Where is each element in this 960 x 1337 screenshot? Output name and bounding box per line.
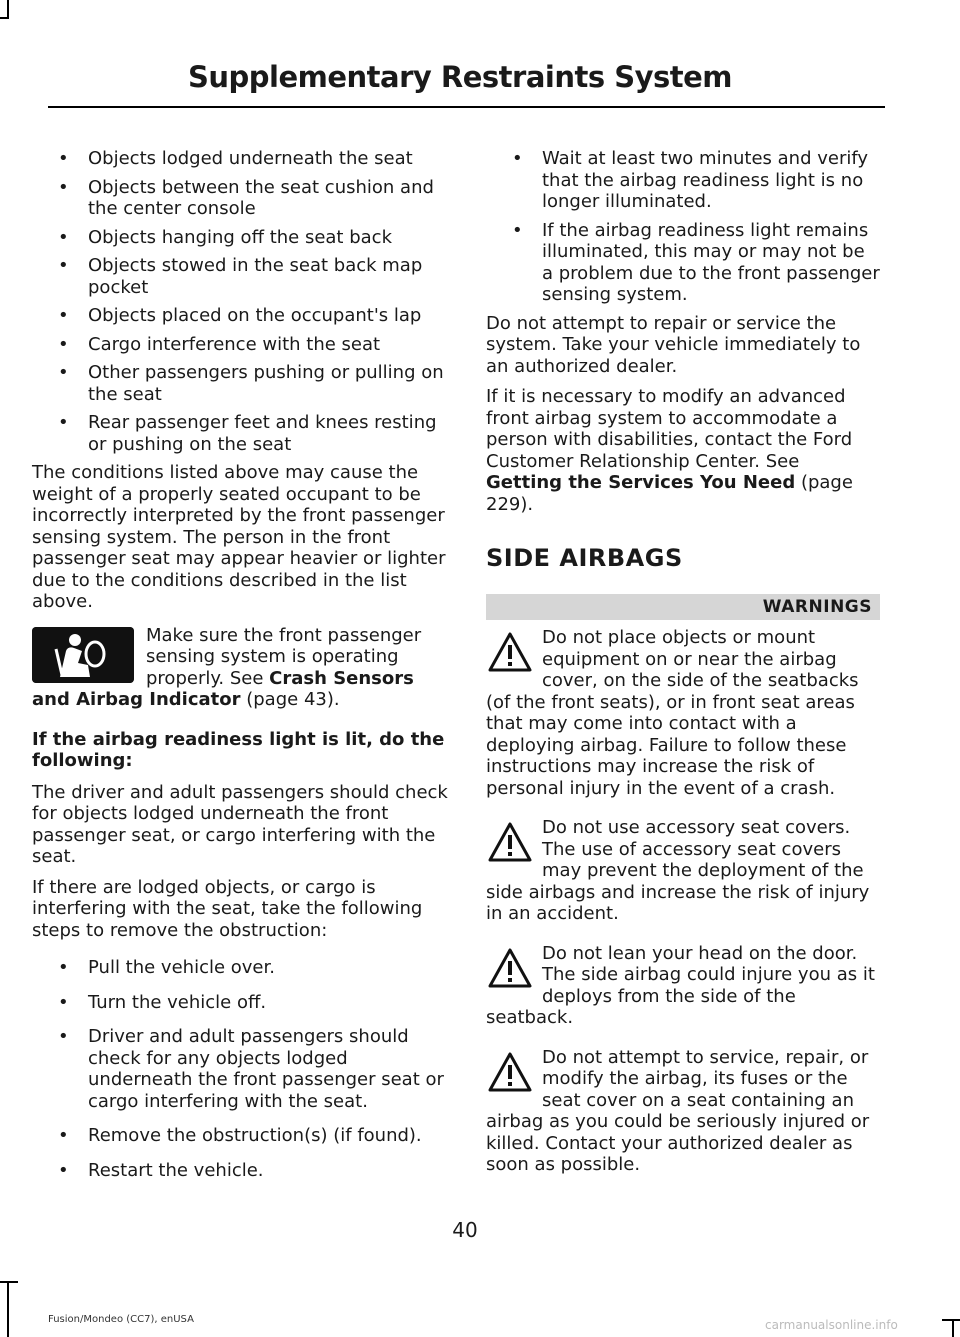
list-item: • Objects between the seat cushion and the center console [58,176,434,219]
list-item: • Rear passenger feet and knees resting or pushing on the seat [58,412,437,455]
steps-list [32,957,448,1181]
list-item: • Restart the vehicle. [58,1159,264,1181]
crop-mark-top-left-h [0,17,9,19]
list-item: • If the airbag readiness light remains illuminated, this may or may not be a problem due to the front passenger sensing system. [512,219,880,305]
left-column [32,148,448,1188]
warning-block: Do not lean your head on the door. The side airbag could injure you as it deploys from the side of the seatback. [486,942,875,1028]
conditions-paragraph: The conditions listed above may cause the weight of a properly seated occupant to be incorrectly interpreted by the front passenger sensing system. The person in the front passenger seat may appear heavier or lighter due to the conditions described in the list above. [32,462,446,612]
readiness-light-subheading: If the airbag readiness light is lit, do the following: [32,728,445,771]
crash-sensors-link[interactable]: Crash Sensors and Airbag Indicator [32,667,414,710]
list-item: • Objects placed on the occupant's lap [58,305,422,326]
check-paragraph: The driver and adult passengers should check for objects lodged underneath the front passenger seat, or cargo interfering with the seat. [32,781,448,867]
page-header-title: Supplementary Restraints System [187,60,732,94]
footer-model-info: Fusion/Mondeo (CC7), enUSA [48,1314,194,1325]
warnings-label: WARNINGS [486,594,880,621]
crop-mark-bottom-right-h [942,1319,960,1321]
list-item: • Remove the obstruction(s) (if found). [58,1125,422,1146]
list-item: • Cargo interference with the seat [58,333,381,355]
warning-triangle-icon [488,821,532,863]
warning-block: Do not place objects or mount equipment on or near the airbag cover, on the side of the seatbacks (of the front seats), or in front seat areas that may come into contact with a deploying airbag. Failure to follow these instructions may increase the risk of personal injury in the event of a crash. [486,627,859,799]
page-number: 40 [452,1218,478,1242]
airbag-occupant-icon [32,627,134,683]
modify-paragraph: If it is necessary to modify an advanced front airbag system to accommodate a person with disabilities, contact the Ford Customer Relationship Center. See Getting the Services You Need (page 229). [486,386,853,515]
warning-triangle-icon [488,947,532,989]
list-item: • Other passengers pushing or pulling on the seat [58,362,444,405]
list-item: • Wait at least two minutes and verify that the airbag readiness light is no longer illuminated. [512,148,869,212]
warning-block: Do not attempt to service, repair, or modify the airbag, its fuses or the seat cover on a seat containing an airbag as you could be seriously injured or killed. Contact your authorized dealer as soon as possible. [486,1046,870,1175]
watermark: carmanualsonline.info [765,1318,898,1332]
wait-list [486,148,880,306]
list-item: • Pull the vehicle over. [58,957,275,978]
list-item: • Driver and adult passengers should check for any objects lodged underneath the front passenger seat or cargo interfering with the seat. [58,1026,444,1112]
repair-paragraph: Do not attempt to repair or service the system. Take your vehicle immediately to an authorized dealer. [486,312,861,377]
crop-mark-bottom-left-h [0,1281,18,1283]
crop-mark-top-left-v [7,0,9,18]
header-divider [48,106,885,108]
side-airbags-heading: SIDE AIRBAGS [486,544,683,572]
warning-triangle-icon [488,1051,532,1093]
steps-paragraph: If there are lodged objects, or cargo is interfering with the seat, take the following steps to remove the obstruction: [32,876,423,941]
list-item: • Objects lodged underneath the seat [58,148,413,169]
warning-triangle-icon [488,631,532,673]
airbag-note: Make sure the front passenger sensing system is operating properly. See Crash Sensors and Airbag Indicator (page 43). [32,624,422,710]
right-column [486,148,880,1194]
services-link[interactable]: Getting the Services You Need [486,472,796,493]
list-item: • Turn the vehicle off. [58,991,267,1013]
crop-mark-bottom-right-v [952,1319,954,1337]
list-item: • Objects stowed in the seat back map pocket [58,255,423,298]
list-item: • Objects hanging off the seat back [58,226,392,248]
warning-block: Do not use accessory seat covers. The use of accessory seat covers may prevent the deployment of the side airbags and increase the risk of injury in an accident. [486,817,870,924]
crop-mark-bottom-left-v [7,1281,9,1337]
obstruction-list [32,148,448,455]
